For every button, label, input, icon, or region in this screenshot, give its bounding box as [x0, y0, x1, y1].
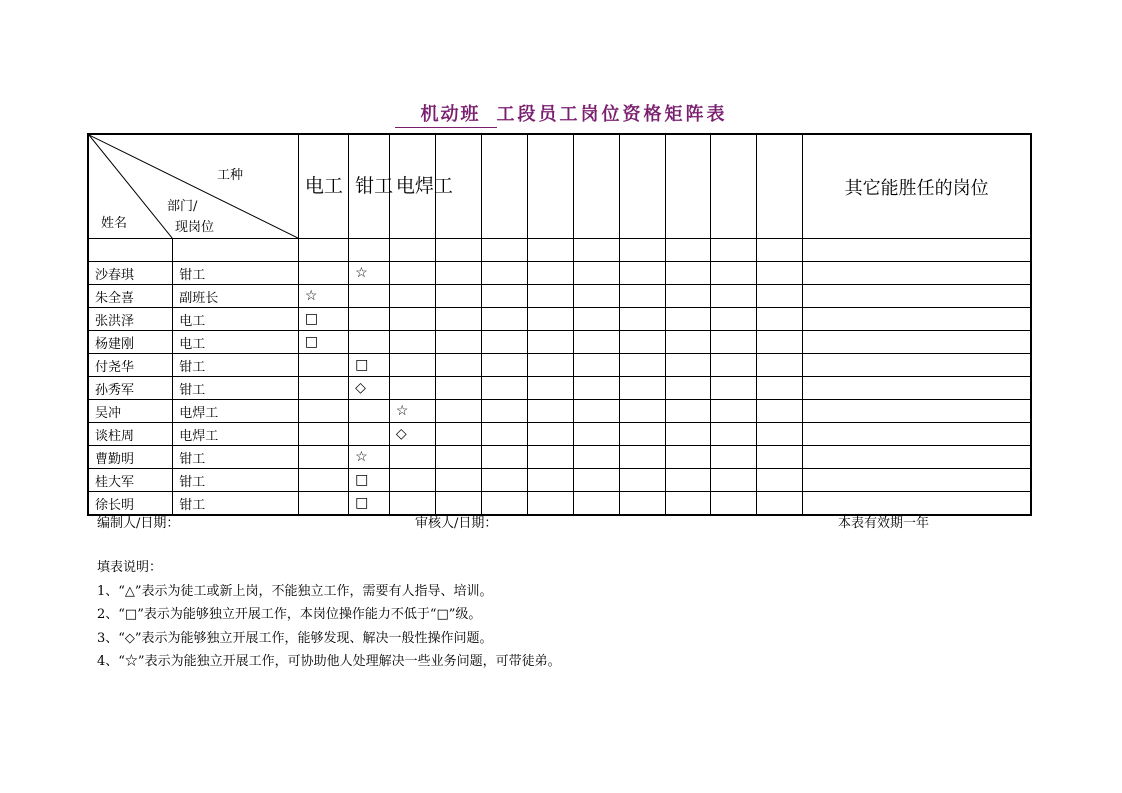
notes-heading: 填表说明： — [97, 560, 163, 575]
other-positions-cell — [803, 331, 1031, 354]
employee-name: 付尧华 — [88, 354, 173, 377]
qualification-mark — [711, 446, 757, 469]
note-item: 2、“□”表示为能够独立开展工作，本岗位操作能力不低于“□”级。 — [97, 607, 482, 622]
qualification-matrix-table — [87, 133, 1032, 516]
qualification-mark — [482, 469, 528, 492]
other-positions-cell — [803, 285, 1031, 308]
qualification-mark — [528, 308, 574, 331]
qualification-mark — [389, 446, 435, 469]
qualification-mark — [574, 308, 620, 331]
table-row — [88, 308, 1031, 331]
qualification-mark — [435, 354, 481, 377]
other-positions-cell — [803, 262, 1031, 285]
qualification-mark — [482, 308, 528, 331]
job-type-welder: 电焊工 — [389, 134, 435, 239]
qualification-mark — [666, 285, 711, 308]
qualification-mark — [666, 354, 711, 377]
diagonal-header-cell — [88, 134, 298, 239]
qualification-mark — [298, 423, 348, 446]
qualification-mark — [389, 308, 435, 331]
qualification-mark — [435, 400, 481, 423]
header-empty — [620, 134, 666, 239]
note-item: 1、“△”表示为徒工或新上岗，不能独立工作，需要有人指导、培训。 — [97, 583, 493, 599]
qualification-mark — [757, 469, 803, 492]
qualification-mark — [711, 469, 757, 492]
employee-post: 钳工 — [173, 354, 299, 377]
qualification-mark — [298, 354, 348, 377]
footer-compiler: 编制人/日期： — [97, 516, 180, 531]
qualification-mark — [528, 331, 574, 354]
qualification-mark — [574, 262, 620, 285]
qualification-mark — [389, 377, 435, 400]
employee-post: 电工 — [173, 331, 299, 354]
table-row — [88, 400, 1031, 423]
page-title — [0, 100, 1122, 128]
qualification-mark — [666, 492, 711, 516]
qualification-mark — [298, 469, 348, 492]
qualification-mark — [482, 354, 528, 377]
qualification-mark — [389, 285, 435, 308]
qualification-mark — [574, 400, 620, 423]
qualification-mark — [435, 308, 481, 331]
qualification-mark — [620, 492, 666, 516]
qualification-mark — [757, 331, 803, 354]
header-empty — [574, 134, 620, 239]
qualification-mark — [711, 331, 757, 354]
employee-post: 电焊工 — [173, 423, 299, 446]
qualification-mark — [757, 262, 803, 285]
other-positions-cell — [803, 308, 1031, 331]
qualification-mark — [620, 446, 666, 469]
employee-name: 沙春琪 — [88, 262, 173, 285]
employee-post: 钳工 — [173, 446, 299, 469]
qualification-mark — [666, 423, 711, 446]
qualification-mark — [711, 354, 757, 377]
employee-name: 朱全喜 — [88, 285, 173, 308]
other-positions-header: 其它能胜任的岗位 — [803, 134, 1031, 239]
qualification-mark — [528, 446, 574, 469]
other-positions-cell — [803, 446, 1031, 469]
qualification-mark — [528, 285, 574, 308]
table-row — [88, 446, 1031, 469]
title-department: 机动班 — [395, 100, 497, 128]
qualification-mark — [298, 377, 348, 400]
qualification-mark — [349, 400, 390, 423]
qualification-mark — [620, 331, 666, 354]
qualification-mark — [482, 262, 528, 285]
qualification-mark — [435, 285, 481, 308]
qualification-mark: ☆ — [349, 446, 390, 469]
qualification-mark — [620, 354, 666, 377]
footer-reviewer: 审核人/日期： — [415, 516, 498, 531]
qualification-mark — [574, 492, 620, 516]
qualification-mark — [528, 423, 574, 446]
qualification-mark — [435, 423, 481, 446]
qualification-mark — [482, 400, 528, 423]
other-positions-cell — [803, 377, 1031, 400]
qualification-mark — [757, 446, 803, 469]
job-type-electrician: 电工 — [298, 134, 348, 239]
employee-name: 张洪泽 — [88, 308, 173, 331]
qualification-mark — [757, 354, 803, 377]
qualification-mark: □ — [298, 331, 348, 354]
employee-post: 钳工 — [173, 492, 299, 516]
qualification-mark — [528, 377, 574, 400]
qualification-mark — [298, 446, 348, 469]
qualification-mark — [435, 262, 481, 285]
note-item: 4、“☆”表示为能独立开展工作，可协助他人处理解决一些业务问题，可带徒弟。 — [97, 654, 561, 669]
qualification-mark: □ — [349, 469, 390, 492]
qualification-mark — [435, 446, 481, 469]
qualification-mark — [620, 469, 666, 492]
qualification-mark — [711, 285, 757, 308]
qualification-mark — [757, 492, 803, 516]
employee-name: 徐长明 — [88, 492, 173, 516]
table-row — [88, 285, 1031, 308]
employee-name: 桂大军 — [88, 469, 173, 492]
other-positions-cell — [803, 400, 1031, 423]
header-empty — [666, 134, 711, 239]
employee-post: 电焊工 — [173, 400, 299, 423]
qualification-mark — [666, 262, 711, 285]
qualification-mark — [757, 285, 803, 308]
header-empty — [482, 134, 528, 239]
footer-validity: 本表有效期一年 — [838, 516, 930, 531]
table-row — [88, 354, 1031, 377]
table-row — [88, 469, 1031, 492]
notes-section — [97, 556, 561, 674]
qualification-mark — [620, 308, 666, 331]
table-row — [88, 377, 1031, 400]
qualification-mark — [666, 377, 711, 400]
qualification-mark — [666, 308, 711, 331]
qualification-mark — [666, 400, 711, 423]
qualification-mark — [666, 331, 711, 354]
qualification-mark — [711, 308, 757, 331]
table-row — [88, 331, 1031, 354]
other-positions-cell — [803, 354, 1031, 377]
employee-name: 孙秀军 — [88, 377, 173, 400]
title-text: 工段员工岗位资格矩阵表 — [496, 104, 728, 125]
qualification-mark — [349, 285, 390, 308]
employee-name: 吴冲 — [88, 400, 173, 423]
qualification-mark — [482, 331, 528, 354]
qualification-mark — [528, 492, 574, 516]
qualification-mark — [389, 469, 435, 492]
employee-post: 副班长 — [173, 285, 299, 308]
qualification-mark — [757, 377, 803, 400]
qualification-mark — [528, 469, 574, 492]
employee-post: 钳工 — [173, 469, 299, 492]
header-empty — [757, 134, 803, 239]
qualification-mark — [389, 262, 435, 285]
qualification-mark — [620, 285, 666, 308]
other-positions-cell — [803, 423, 1031, 446]
qualification-mark — [711, 492, 757, 516]
qualification-mark — [298, 262, 348, 285]
note-item: 3、“◇”表示为能够独立开展工作，能够发现、解决一般性操作问题。 — [97, 630, 493, 646]
qualification-mark — [349, 331, 390, 354]
qualification-mark — [389, 331, 435, 354]
qualification-mark: ◇ — [349, 377, 390, 400]
other-positions-cell — [803, 469, 1031, 492]
qualification-mark: □ — [349, 492, 390, 516]
qualification-mark — [757, 400, 803, 423]
employee-name: 杨建刚 — [88, 331, 173, 354]
qualification-mark — [574, 446, 620, 469]
diag-label-type: 工种 — [217, 168, 244, 183]
qualification-mark: ☆ — [349, 262, 390, 285]
qualification-mark — [711, 423, 757, 446]
qualification-mark — [574, 331, 620, 354]
qualification-mark — [574, 354, 620, 377]
diag-label-post: 现岗位 — [175, 220, 215, 235]
blank-row — [88, 239, 1031, 262]
employee-post: 电工 — [173, 308, 299, 331]
employee-post: 钳工 — [173, 262, 299, 285]
qualification-mark — [389, 354, 435, 377]
job-type-fitter: 钳工 — [349, 134, 390, 239]
qualification-mark — [574, 285, 620, 308]
table-row — [88, 262, 1031, 285]
qualification-mark — [435, 331, 481, 354]
qualification-mark — [666, 469, 711, 492]
qualification-mark — [574, 469, 620, 492]
qualification-mark — [757, 308, 803, 331]
qualification-mark — [528, 354, 574, 377]
diag-label-dept: 部门/ — [167, 199, 198, 214]
qualification-mark: □ — [298, 308, 348, 331]
qualification-mark: ☆ — [298, 285, 348, 308]
diag-label-name: 姓名 — [101, 216, 128, 231]
qualification-mark — [620, 377, 666, 400]
qualification-mark — [482, 285, 528, 308]
header-empty — [711, 134, 757, 239]
qualification-mark — [711, 400, 757, 423]
qualification-mark — [666, 446, 711, 469]
qualification-mark — [482, 446, 528, 469]
employee-name: 谈柱周 — [88, 423, 173, 446]
qualification-mark: □ — [349, 354, 390, 377]
qualification-mark — [349, 423, 390, 446]
qualification-mark — [757, 423, 803, 446]
qualification-mark — [528, 262, 574, 285]
qualification-mark — [574, 377, 620, 400]
table-header-row — [88, 134, 1031, 239]
qualification-mark — [435, 469, 481, 492]
qualification-mark — [620, 400, 666, 423]
employee-post: 钳工 — [173, 377, 299, 400]
header-empty — [528, 134, 574, 239]
qualification-mark — [711, 262, 757, 285]
qualification-mark — [620, 262, 666, 285]
qualification-mark — [482, 423, 528, 446]
qualification-mark — [528, 400, 574, 423]
qualification-mark — [482, 377, 528, 400]
table-row — [88, 423, 1031, 446]
employee-name: 曹勤明 — [88, 446, 173, 469]
qualification-mark — [574, 423, 620, 446]
qualification-mark — [711, 377, 757, 400]
qualification-mark: ◇ — [389, 423, 435, 446]
qualification-mark — [298, 492, 348, 516]
qualification-mark — [435, 377, 481, 400]
qualification-mark — [620, 423, 666, 446]
qualification-mark — [298, 400, 348, 423]
qualification-mark — [349, 308, 390, 331]
qualification-mark: ☆ — [389, 400, 435, 423]
